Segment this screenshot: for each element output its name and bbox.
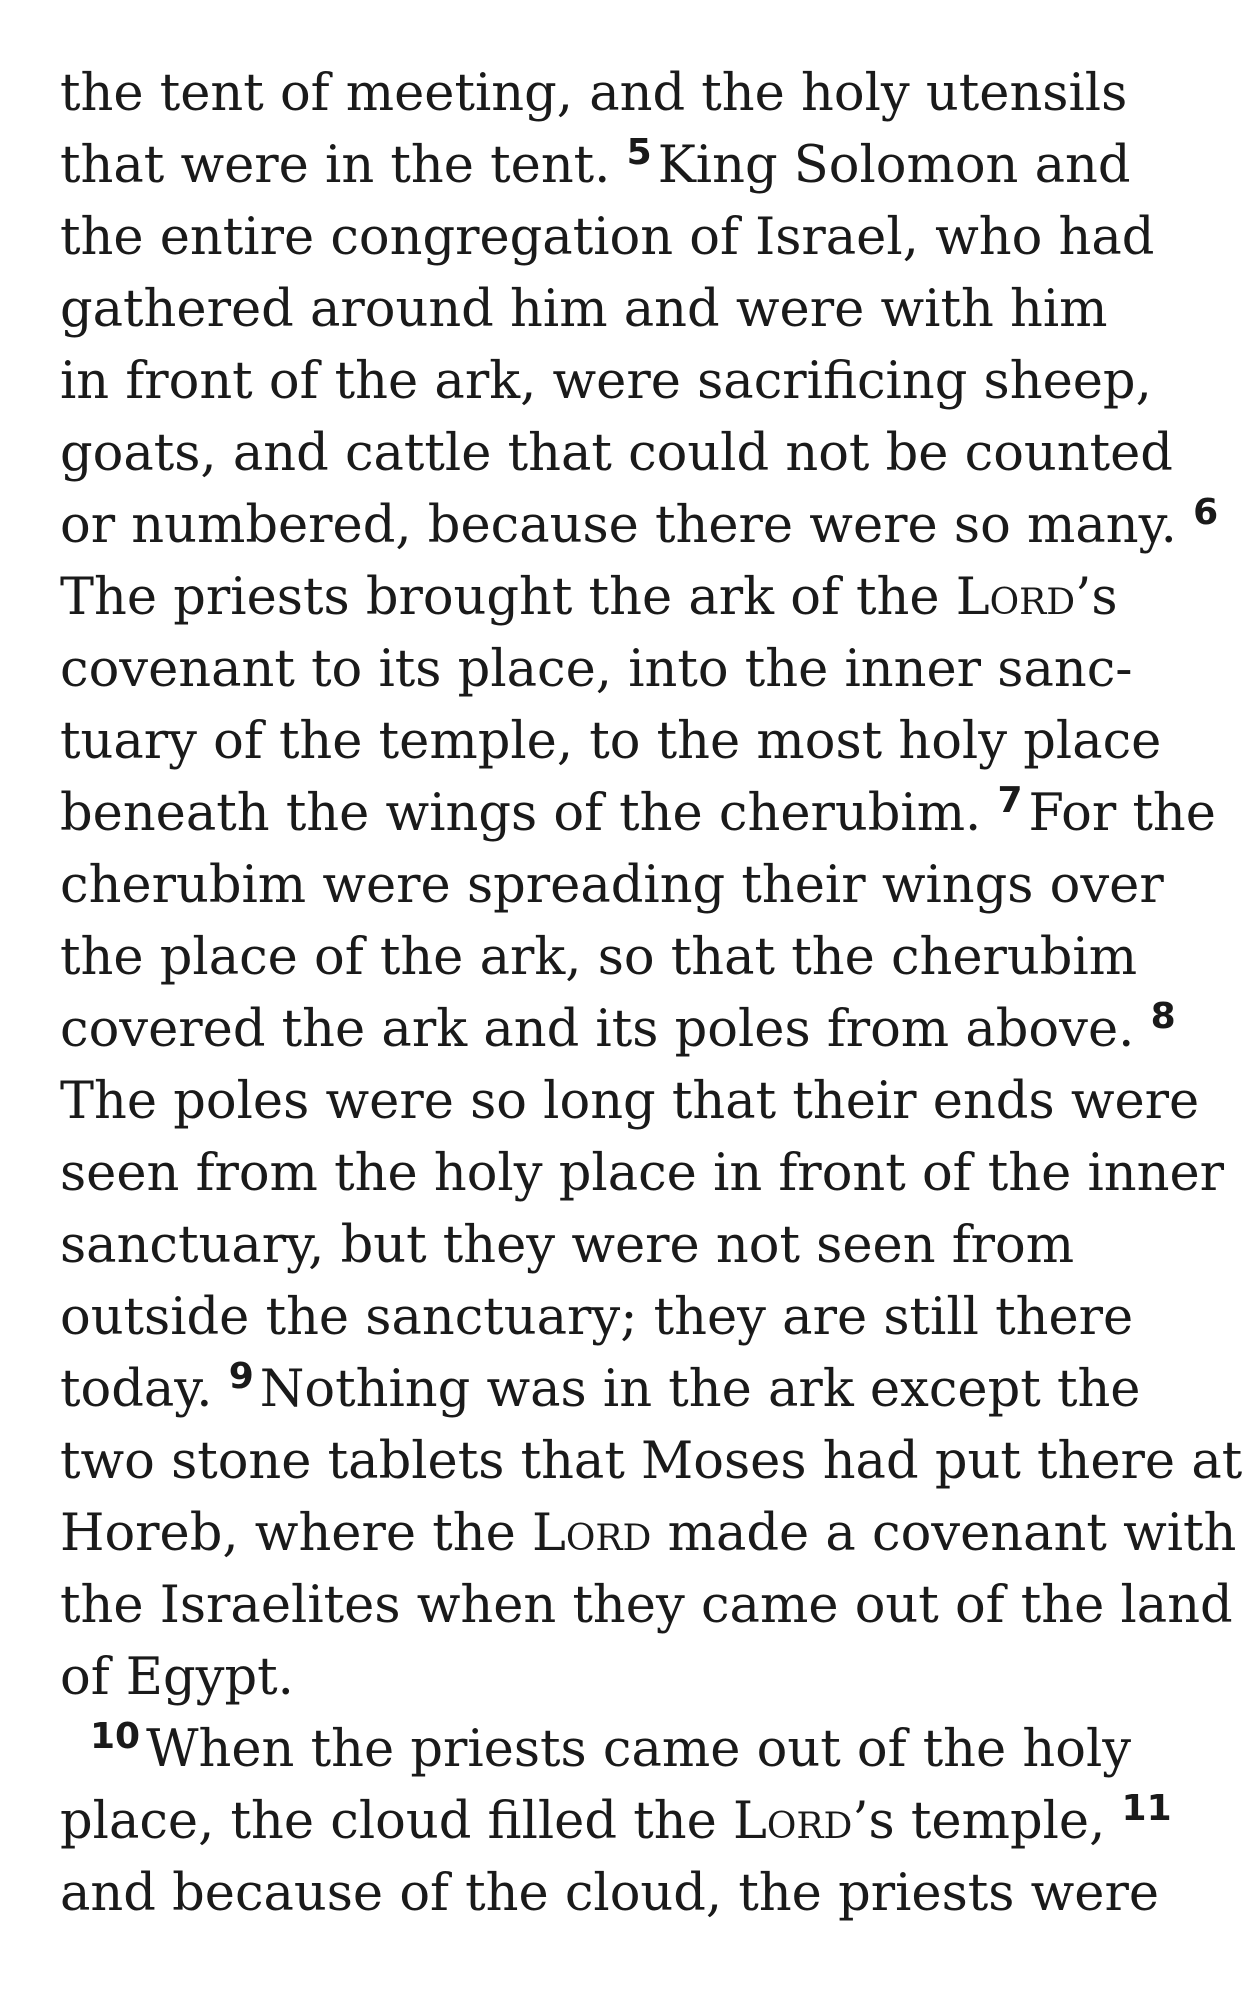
text-run: the place of the ark, so that the cherubim [60, 928, 1138, 987]
text-run: Nothing was in the ark except the [259, 1360, 1141, 1419]
text-run: or numbered, because there were so many. [60, 496, 1177, 555]
text-run: The priests brought the ark of the [60, 568, 940, 627]
scripture-passage [60, 58, 1242, 1930]
divine-name: Lord [732, 1792, 853, 1851]
verse-number-6[interactable]: 6 [1193, 492, 1219, 533]
text-run: ’s temple, [852, 1792, 1106, 1851]
text-line [60, 850, 1190, 922]
text-line [60, 1066, 1200, 1138]
text-line [60, 1570, 1233, 1642]
text-line [60, 130, 1190, 202]
text-line [60, 562, 1190, 634]
text-run: King Solomon and [657, 136, 1131, 195]
text-run: seen from the holy place in front of the inner [60, 1144, 1225, 1203]
text-run: beneath the wings of the cherubim. [60, 784, 982, 843]
text-line [60, 202, 1190, 274]
text-line [60, 490, 1219, 562]
text-line [60, 274, 1190, 346]
text-run: ’s [1075, 568, 1118, 627]
verse-number-5[interactable]: 5 [626, 132, 652, 173]
text-line [60, 778, 1216, 850]
text-run: of Egypt. [60, 1648, 294, 1707]
text-run: cherubim were spreading their wings over [60, 856, 1164, 915]
text-line [60, 58, 1190, 130]
text-line [60, 1498, 1237, 1570]
divine-name: Lord [532, 1504, 652, 1563]
text-line [60, 706, 1190, 778]
text-line [60, 994, 1190, 1066]
paragraph-start-line [60, 1714, 1190, 1786]
text-run: sanctuary, but they were not seen from [60, 1216, 1075, 1275]
text-run: When the priests came out of the holy [146, 1720, 1132, 1779]
text-run: For the [1028, 784, 1216, 843]
verse-number-8[interactable]: 8 [1150, 996, 1176, 1037]
text-run: two stone tablets that Moses had put there at [60, 1432, 1242, 1491]
text-line [60, 1282, 1190, 1354]
text-line [60, 1138, 1225, 1210]
verse-number-10[interactable]: 10 [90, 1716, 141, 1757]
text-run: The poles were so long that their ends were [60, 1072, 1200, 1131]
text-line [60, 1642, 1190, 1714]
verse-number-9[interactable]: 9 [228, 1356, 254, 1397]
text-line [60, 634, 1190, 706]
text-line [60, 1426, 1242, 1498]
text-run: made a covenant with [667, 1504, 1237, 1563]
text-run: in front of the ark, were sacrificing sheep, [60, 352, 1152, 411]
text-run: goats, and cattle that could not be counted [60, 424, 1173, 483]
text-run: outside the sanctuary; they are still there [60, 1288, 1134, 1347]
text-run: gathered around him and were with him [60, 280, 1108, 339]
text-run: tuary of the temple, to the most holy place [60, 712, 1162, 771]
text-run: the tent of meeting, and the holy utensils [60, 64, 1128, 123]
text-run: place, the cloud filled the [60, 1792, 717, 1851]
text-run: Horeb, where the [60, 1504, 516, 1563]
text-run: the entire congregation of Israel, who had [60, 208, 1155, 267]
text-run: today. [60, 1360, 213, 1419]
verse-number-11[interactable]: 11 [1121, 1788, 1172, 1829]
text-line [60, 922, 1190, 994]
text-line [60, 1786, 1190, 1858]
verse-number-7[interactable]: 7 [997, 780, 1023, 821]
text-line [60, 418, 1190, 490]
text-line [60, 1858, 1190, 1930]
divine-name: Lord [955, 568, 1076, 627]
text-line [60, 1210, 1190, 1282]
text-run: that were in the tent. [60, 136, 611, 195]
text-run: the Israelites when they came out of the land [60, 1576, 1233, 1635]
text-line [60, 346, 1190, 418]
text-run: covered the ark and its poles from above. [60, 1000, 1135, 1059]
text-run: and because of the cloud, the priests were [60, 1864, 1160, 1923]
text-line [60, 1354, 1190, 1426]
text-run: covenant to its place, into the inner sanc- [60, 640, 1133, 699]
